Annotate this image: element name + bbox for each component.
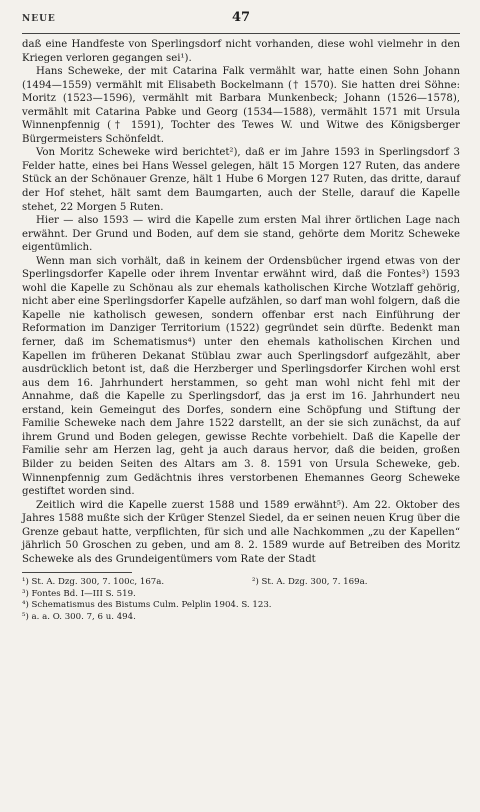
paragraph-5: Wenn man sich vorhält, daß in keinem der Ordensbücher irgend etwas von der Sperlingsdorfer Kapelle oder ihrem Inventar erwähnt wird, daß die Fontes³) 1593 wohl die Kapelle zu Schönau als zur ehemals katholischen Kirche Wotzlaff gehörig, nicht aber eine Sperlingsdorfer Kapelle aufzählen, so darf man wohl folgern, daß die Kapelle nie katholisch gewesen, sondern offenbar erst nach Einführung der Reformation im Danziger Territorium (1522) gegründet sein dürfte. Bedenkt man ferner, daß im Schematismus⁴) unter den ehemals katholischen Kirchen und Kapellen im früheren Dekanat Stüblau zwar auch Sperlingsdorf aufgezählt, aber ausdrücklich betont ist, daß die Herzberger und Sperlingsdorfer Kirchen wohl erst aus dem 16. Jahrhundert herstammen, so geht man wohl nicht fehl mit der Annahme, daß die Kapelle zu Sperlingsdorf, das ja erst im 16. Jahrhundert neu erstand, kein Gemeingut des Dorfes, sondern eine Schöpfung und Stiftung der Familie Scheweke nach dem Jahre 1522 darstellt, an der sie sich zunächst, da auf ihrem Grund und Boden gelegen, gewisse Rechte vorbehielt. Daß die Kapelle der Familie sehr am Herzen lag, geht ja auch daraus hervor, daß die beiden, großen Bilder zu beiden Seiten des Altars am 3. 8. 1591 von Ursula Scheweke, geb. Winnenpfennig zum Gedächtnis ihres verstorbenen Ehemannes Georg Scheweke gestiftet worden sind. <box>22 255 460 498</box>
page-header <box>22 10 460 32</box>
footnote-3: ³) Fontes Bd. I—III S. 519. <box>22 588 136 599</box>
footnote-4: ⁴) Schematismus des Bistums Culm. Pelplin 1904. S. 123. <box>22 600 272 611</box>
footnote-1: ¹) St. A. Dzg. 300, 7. 100c, 167a. <box>22 577 165 588</box>
paragraph-4: Hier — also 1593 — wird die Kapelle zum ersten Mal ihrer örtlichen Lage nach erwähnt. Der Grund und Boden, auf dem sie stand, gehörte dem Moritz Scheweke eigentümlich. <box>22 215 460 254</box>
header-rule <box>22 33 460 34</box>
footnotes <box>22 577 460 623</box>
page-number: 47 <box>231 10 251 25</box>
paragraph-3: Von Moritz Scheweke wird berichtet²), daß er im Jahre 1593 in Sperlingsdorf 3 Felder hatte, eines bei Hans Wessel gelegen, hält 15 Morgen 127 Ruten, das andere Stück an der Schönauer Grenze, hält 1 Hube 6 Morgen 127 Ruten, das dritte, darauf der Hof stehet, hält samt dem Baumgarten, auch der Stelle, darauf die Kapelle stehet, 22 Morgen 5 Ruten. <box>22 147 460 213</box>
paragraph-6: Zeitlich wird die Kapelle zuerst 1588 und 1589 erwähnt⁵). Am 22. Oktober des Jahres 1588 mußte sich der Krüger Stenzel Siedel, da er seinen neuen Krug über die Grenze gebaut hatte, verpflichten, für sich und alle Nachkommen „zu der Kapellen“ jährlich 50 Groschen zu geben, und am 8. 2. 1589 wurde auf Betreiben des Moritz Scheweke als des Grundeigentümers vom Rate der Stadt <box>22 499 460 565</box>
footnote-rule <box>22 572 132 573</box>
footnote-row-1 <box>22 577 460 589</box>
paragraph-1: daß eine Handfeste von Sperlingsdorf nicht vorhanden, diese wohl vielmehr in den Kriegen verloren gegangen sei¹). <box>22 39 460 64</box>
footnote-5: ⁵) a. a. O. 300. 7, 6 u. 494. <box>22 611 136 622</box>
main-text <box>22 38 460 566</box>
footnote-2: ²) St. A. Dzg. 300, 7. 169a. <box>252 577 368 588</box>
paragraph-2: Hans Scheweke, der mit Catarina Falk vermählt war, hatte einen Sohn Johann (1494—1559) vermählt mit Elisabeth Bockelmann († 1570). Sie hatten drei Söhne: Moritz (1523—1596), vermählt mit Barbara Munkenbeck; Johann (1526—1578), vermählt mit Catarina Pabke und Georg (1534—1588), vermählt 1571 mit Ursula Winnenpfennig († 1591), Tochter des Tewes W. und Witwe des Königsberger Bürgermeisters Schönfeldt. <box>22 66 460 145</box>
header-left-text: NEUE <box>22 14 56 24</box>
